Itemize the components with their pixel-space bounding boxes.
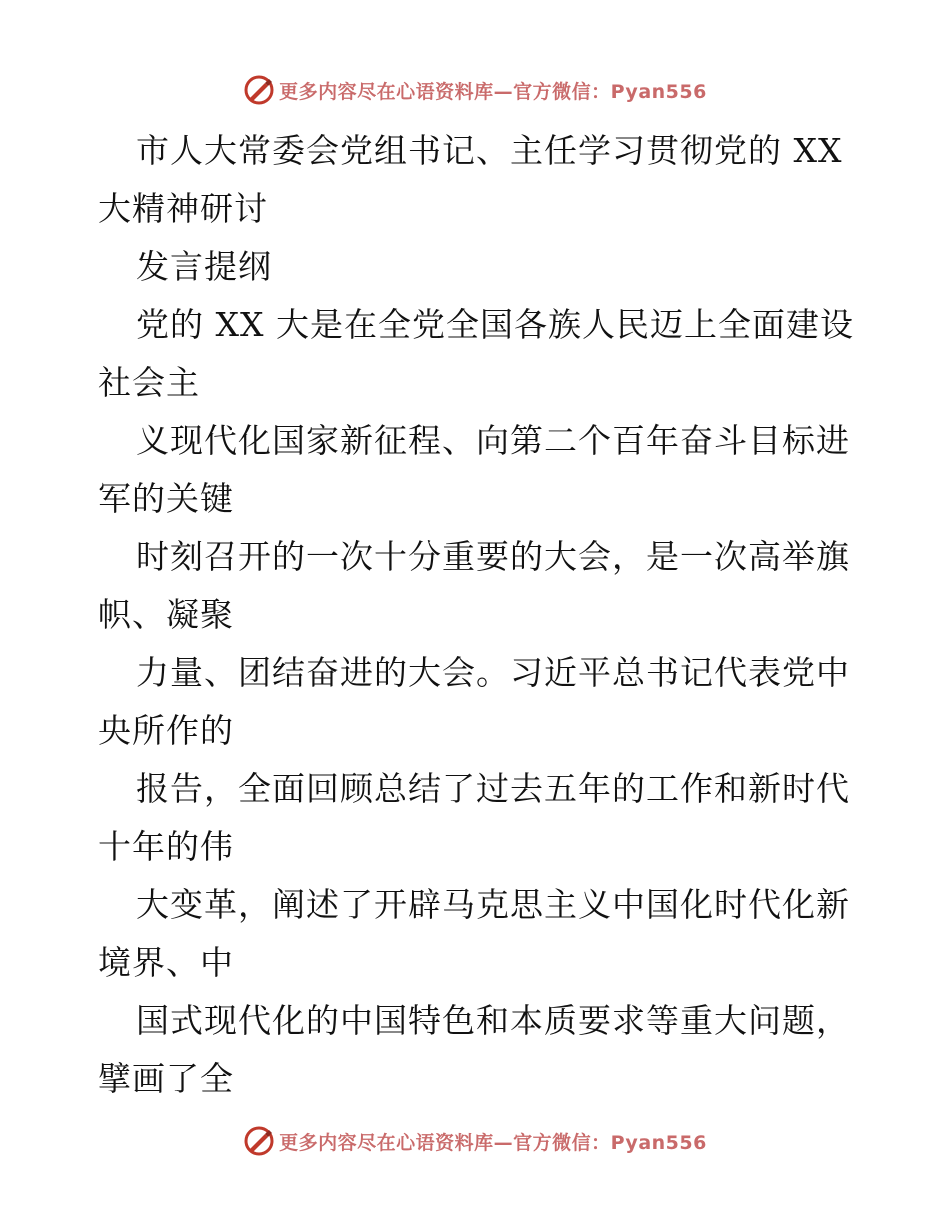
document-body [98, 122, 858, 1108]
text-line: 力量、团结奋进的大会。习近平总书记代表党中 [136, 653, 850, 692]
text-line: 军的关键 [98, 479, 234, 518]
pen-circle-logo-icon [243, 74, 275, 106]
header-banner [0, 70, 950, 110]
text-line: 发言提纲 [136, 247, 272, 286]
text-line: 擘画了全 [98, 1059, 234, 1098]
text-line: 十年的伟 [98, 827, 234, 866]
text-line: 市人大常委会党组书记、主任学习贯彻党的 XX [136, 131, 843, 170]
text-line: 大精神研讨 [98, 189, 268, 228]
pen-circle-logo-icon [243, 1125, 275, 1157]
text-line: 义现代化国家新征程、向第二个百年奋斗目标进 [136, 421, 850, 460]
text-line: 境界、中 [98, 943, 234, 982]
text-line: 央所作的 [98, 711, 234, 750]
text-line: 报告，全面回顾总结了过去五年的工作和新时代 [136, 769, 850, 808]
text-line: 党的 XX 大是在全党全国各族人民迈上全面建设 [136, 305, 854, 344]
text-line: 时刻召开的一次十分重要的大会，是一次高举旗 [136, 537, 850, 576]
footer-banner-text: 更多内容尽在心语资料库—官方微信：Pyan556 [279, 1131, 707, 1154]
footer-banner [0, 1121, 950, 1161]
text-line: 大变革，阐述了开辟马克思主义中国化时代化新 [136, 885, 850, 924]
text-line: 帜、凝聚 [98, 595, 234, 634]
header-banner-text: 更多内容尽在心语资料库—官方微信：Pyan556 [279, 80, 707, 103]
text-line: 国式现代化的中国特色和本质要求等重大问题， [136, 1001, 850, 1040]
text-line: 社会主 [98, 363, 200, 402]
